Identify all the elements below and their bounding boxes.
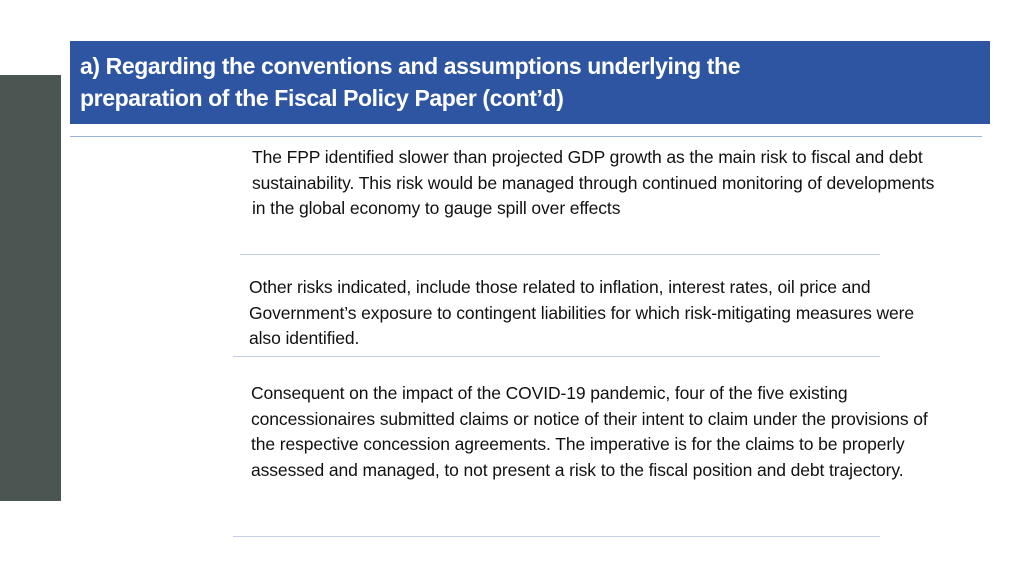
title-banner	[70, 41, 990, 124]
left-accent-bar	[0, 75, 61, 501]
slide-title-line-2: preparation of the Fiscal Policy Paper (cont’d)	[80, 85, 564, 111]
item-divider	[233, 536, 880, 537]
content-item-gdp-risk: The FPP identified slower than projected GDP growth as the main risk to fiscal and debt sustainability. This risk would be managed through continued monitoring of developments in the global economy to gauge spill over effects	[252, 147, 935, 219]
content-item-covid-claims: Consequent on the impact of the COVID-19 pandemic, four of the five existing concessionaires submitted claims or notice of their intent to claim under the provisions of the respective concession agreements. The imperative is for the claims to be properly assessed and managed, to not present a risk to the fiscal position and debt trajectory.	[251, 383, 928, 481]
content-item-other-risks: Other risks indicated, include those related to inflation, interest rates, oil price and Government’s exposure to contingent liabilities for which risk-mitigating measures were also identified.	[249, 277, 915, 349]
title-underline	[70, 136, 982, 137]
item-divider	[233, 356, 880, 357]
item-divider	[240, 254, 880, 255]
slide-title-line-1: a) Regarding the conventions and assumptions underlying the	[80, 53, 741, 79]
slide-title	[80, 50, 980, 114]
